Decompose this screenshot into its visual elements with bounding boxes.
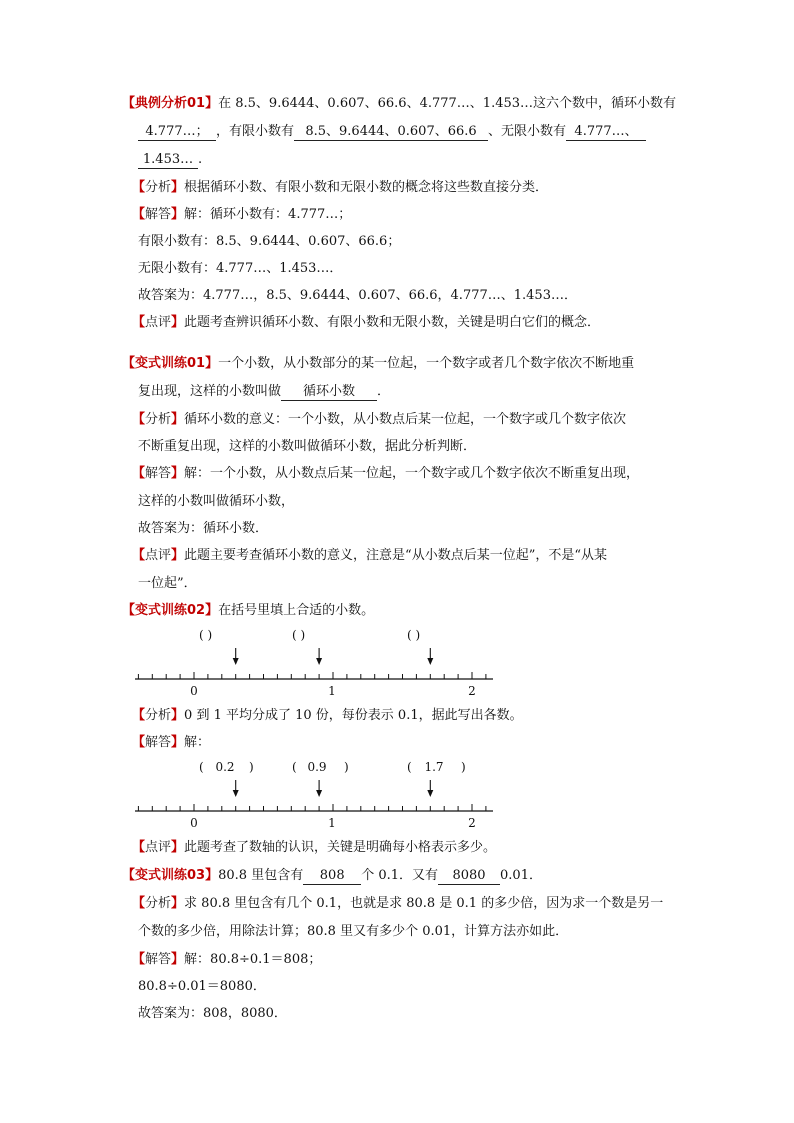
- answer-blank: 8.5、9.6444、0.607、66.6: [294, 123, 488, 141]
- v3-analysis-line2: 个数的多少倍，用除法计算；80.8 里又有多少个 0.01，计算方法亦如此．: [138, 924, 569, 939]
- blank-paren-3: ( ): [407, 628, 421, 642]
- axis-label-1: 1: [328, 684, 336, 698]
- number-line-answer: [135, 756, 495, 832]
- v2-comment: 【点评】此题考查了数轴的认识，关键是明确每小格表示多少。: [132, 840, 497, 855]
- arrow-head-1: [233, 658, 239, 665]
- v1-analysis-line2: 不断重复出现，这样的小数叫做循环小数，据此分析判断．: [138, 439, 477, 454]
- axis-label-2: 2: [468, 684, 476, 698]
- paren-close-1: ): [249, 760, 254, 774]
- axis-label-0: 0: [190, 684, 198, 698]
- axis-label-1: 1: [328, 816, 336, 830]
- v2-question: 【变式训练02】在括号里填上合适的小数。: [122, 603, 375, 618]
- answer-blank: 1.453…: [138, 151, 198, 169]
- section-label: 【变式训练02】: [122, 603, 219, 618]
- arrow-head-1: [233, 790, 239, 797]
- v1-question-line2: 复出现，这样的小数叫做 循环小数 ．: [138, 384, 391, 399]
- section-label: 【典例分析01】: [122, 96, 219, 111]
- paren-close-2: ): [344, 760, 349, 774]
- ex1-solution-line3: 无限小数有：4.777…、1.453…．: [138, 261, 343, 276]
- v3-solution: 【解答】解：80.8÷0.1＝808；: [132, 952, 322, 967]
- v3-solution-line2: 80.8÷0.01＝8080．: [138, 979, 266, 994]
- ex1-question-line3: 1.453… .: [138, 150, 202, 170]
- paren-open-3: (: [407, 760, 412, 774]
- answer-value-2: 0.9: [307, 760, 327, 774]
- ex1-solution-line4: 故答案为：4.777…，8.5、9.6444、0.607、66.6，4.777…、1.453…．: [138, 288, 577, 303]
- v1-analysis: 【分析】循环小数的意义：一个小数，从小数点后某一位起，一个数字或几个数字依次: [132, 412, 627, 427]
- v1-solution-line2: 这样的小数叫做循环小数，: [138, 494, 295, 509]
- v1-solution-line3: 故答案为：循环小数．: [138, 521, 269, 536]
- ex1-solution: 【解答】解：循环小数有：4.777…；: [132, 207, 352, 222]
- arrow-head-3: [427, 790, 433, 797]
- v1-comment: 【点评】此题主要考查循环小数的意义，注意是“从小数点后某一位起”，不是“从某: [132, 548, 607, 563]
- paren-close-3: ): [461, 760, 466, 774]
- arrow-head-2: [316, 658, 322, 665]
- paren-open-2: (: [292, 760, 297, 774]
- answer-value-1: 0.2: [215, 760, 235, 774]
- v1-comment-line2: 一位起”．: [138, 576, 197, 591]
- v1-solution: 【解答】解：一个小数，从小数点后某一位起，一个数字或几个数字依次不断重复出现，: [132, 466, 640, 481]
- v2-solution: 【解答】解：: [132, 735, 211, 750]
- section-label: 【变式训练01】: [122, 356, 219, 371]
- ex1-analysis: 【分析】根据循环小数、有限小数和无限小数的概念将这些数直接分类．: [132, 180, 549, 195]
- answer-blank: 4.777…；: [138, 123, 216, 141]
- blank-paren-2: ( ): [292, 628, 306, 642]
- answer-blank: 4.777…、: [566, 123, 646, 141]
- ex1-solution-line2: 有限小数有：8.5、9.6444、0.607、66.6；: [138, 234, 401, 249]
- ex1-question-line1: 【典例分析01】在 8.5、9.6444、0.607、66.6、4.777…、1.453…这六个数中，循环小数有: [122, 96, 677, 111]
- arrow-head-2: [316, 790, 322, 797]
- axis-label-2: 2: [468, 816, 476, 830]
- answer-blank: 8080: [438, 867, 500, 885]
- ex1-comment: 【点评】此题考查辨识循环小数、有限小数和无限小数，关键是明白它们的概念．: [132, 315, 601, 330]
- answer-value-3: 1.7: [424, 760, 444, 774]
- axis-label-0: 0: [190, 816, 198, 830]
- answer-blank: 循环小数: [281, 383, 377, 401]
- arrow-head-3: [427, 658, 433, 665]
- v2-analysis: 【分析】0 到 1 平均分成了 10 份，每份表示 0.1，据此写出各数。: [132, 708, 523, 723]
- number-line-question: [135, 624, 495, 700]
- v3-analysis: 【分析】求 80.8 里包含有几个 0.1，也就是求 80.8 是 0.1 的多少倍，因为求一个数是另一: [132, 896, 664, 911]
- ex1-question-line2: 4.777…； ，有限小数有 8.5、9.6444、0.607、66.6 、无限小数有 4.777…、: [138, 122, 646, 142]
- paren-open-1: (: [199, 760, 204, 774]
- v3-solution-line3: 故答案为：808，8080．: [138, 1006, 287, 1021]
- section-label: 【变式训练03】: [122, 868, 219, 883]
- answer-blank: 808: [303, 867, 361, 885]
- v1-question-line1: 【变式训练01】一个小数，从小数部分的某一位起，一个数字或者几个数字依次不断地重: [122, 356, 635, 371]
- blank-paren-1: ( ): [199, 628, 213, 642]
- v3-question: 【变式训练03】80.8 里包含有 808 个 0.1．又有 8080 0.01．: [122, 868, 542, 883]
